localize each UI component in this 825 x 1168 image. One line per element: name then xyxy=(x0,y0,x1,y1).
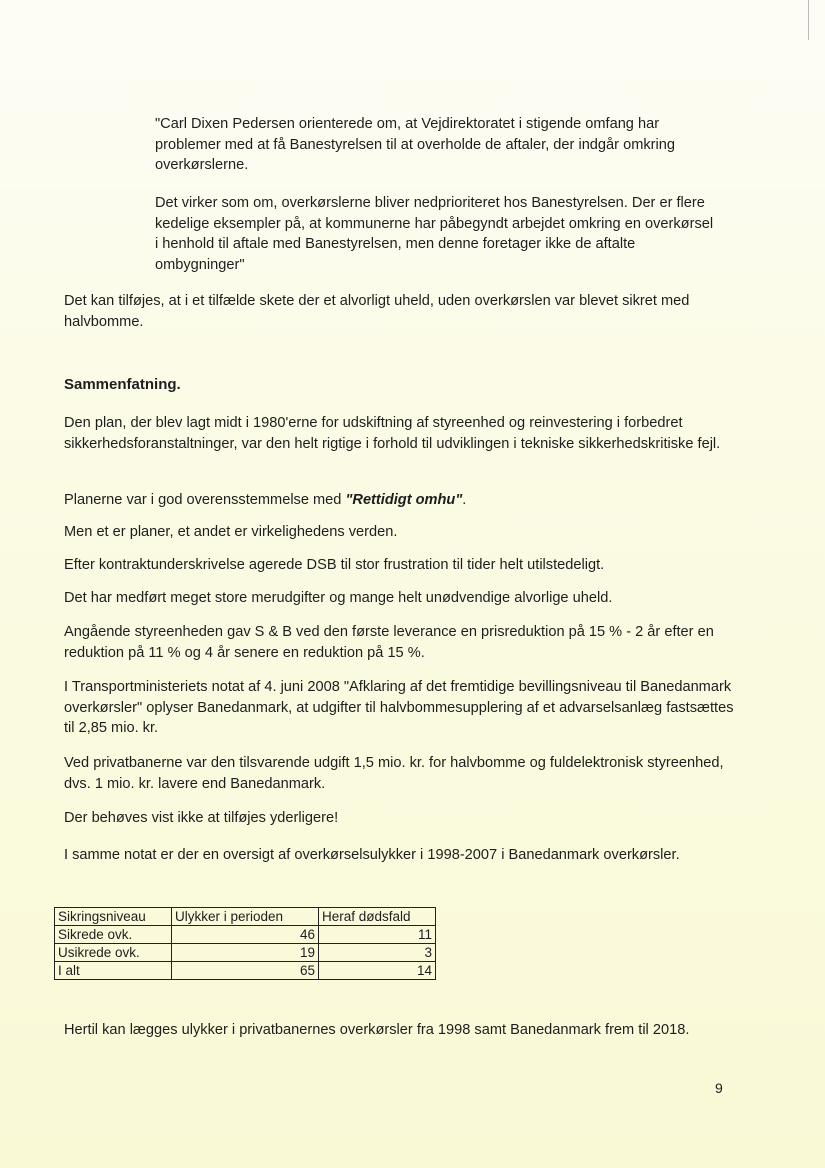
table-cell: 11 xyxy=(319,926,436,944)
summary-paragraph-8: Ved privatbanerne var den tilsvarende udgift 1,5 mio. kr. for halvbomme og fuldelektronisk styreenhed, dvs. 1 mio. kr. lavere end Banedanmark. xyxy=(64,755,724,792)
summary-paragraph-10: I samme notat er der en oversigt af overkørselsulykker i 1998-2007 i Banedanmark overkørsler. xyxy=(64,847,680,863)
table-cell: Sikrede ovk. xyxy=(55,926,172,944)
p2-prefix: Planerne var i god overensstemmelse med xyxy=(64,492,346,508)
summary-paragraph-1: Den plan, der blev lagt midt i 1980'erne for udskiftning af styreenhed og reinvestering i forbedret sikkerhedsforanstaltninger, var den helt rigtige i forhold til udviklingen i tekniske sikkerhedskritiske fejl. xyxy=(64,415,721,452)
table-row xyxy=(55,962,436,980)
summary-paragraph-2 xyxy=(64,490,744,511)
table-cell: 65 xyxy=(172,962,319,980)
p2-emphasis: "Rettidigt omhu" xyxy=(345,492,463,508)
table-cell: 19 xyxy=(172,944,319,962)
summary-paragraph-4: Efter kontraktunderskrivelse agerede DSB til stor frustration til tider helt utilstedeligt. xyxy=(64,557,605,573)
quote-paragraph-1: "Carl Dixen Pedersen orienterede om, at Vejdirektoratet i stigende omfang har problemer med at få Banestyrelsen til at overholde de aftaler, der indgår omkring overkørslerne. xyxy=(155,116,675,173)
section-heading: Sammenfatning. xyxy=(64,376,181,393)
table-row xyxy=(55,944,436,962)
closing-paragraph: Hertil kan lægges ulykker i privatbanernes overkørsler fra 1998 samt Banedanmark frem til 2018. xyxy=(64,1022,690,1038)
addendum-paragraph: Det kan tilføjes, at i et tilfælde skete der et alvorligt uheld, uden overkørslen var blevet sikret med halvbomme. xyxy=(64,293,690,330)
summary-paragraph-6: Angående styreenheden gav S & B ved den første leverance en prisreduktion på 15 % - 2 år efter en reduktion på 11 % og 4 år senere en reduktion på 15 %. xyxy=(64,624,714,661)
table-header-cell: Sikringsniveau xyxy=(55,908,172,926)
scan-edge-mark xyxy=(808,0,809,40)
table-cell: 14 xyxy=(319,962,436,980)
summary-paragraph-7: I Transportministeriets notat af 4. juni 2008 "Afklaring af det fremtidige bevillingsniveau til Banedanmark overkørsler" oplyser Banedanmark, at udgifter til halvbommesupplering af et advarselsanlæg fastsættes til 2,85 mio. kr. xyxy=(64,679,734,736)
summary-paragraph-3: Men et er planer, et andet er virkelighedens verden. xyxy=(64,524,398,540)
table-cell: 3 xyxy=(319,944,436,962)
summary-paragraph-9: Der behøves vist ikke at tilføjes yderligere! xyxy=(64,810,339,826)
table-cell: Usikrede ovk. xyxy=(55,944,172,962)
table-cell: I alt xyxy=(55,962,172,980)
table-header-row xyxy=(55,908,436,926)
table-header-cell: Heraf dødsfald xyxy=(319,908,436,926)
p2-suffix: . xyxy=(462,492,467,508)
summary-paragraph-5: Det har medført meget store merudgifter og mange helt unødvendige alvorlige uheld. xyxy=(64,590,613,606)
table-header-cell: Ulykker i perioden xyxy=(172,908,319,926)
accident-table xyxy=(54,907,436,980)
table-row xyxy=(55,926,436,944)
quote-paragraph-2: Det virker som om, overkørslerne bliver nedprioriteret hos Banestyrelsen. Der er flere kedelige eksempler på, at kommunerne har påbegyndt arbejdet omkring en overkørsel i henhold til aftale med Banestyrelsen, men denne foretager ikke de aftalte ombygninger" xyxy=(155,195,714,273)
table-cell: 46 xyxy=(172,926,319,944)
page-number: 9 xyxy=(715,1080,723,1096)
